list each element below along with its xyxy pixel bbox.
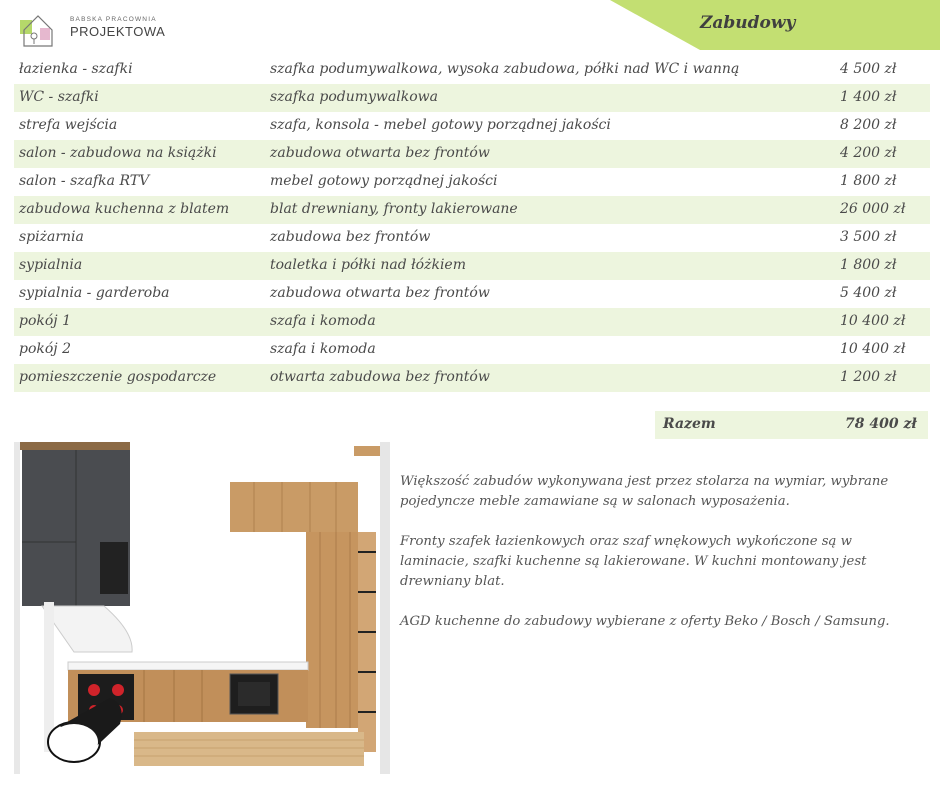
page-title: Zabudowy <box>700 13 796 33</box>
description-cell: szafka podumywalkowa, wysoka zabudowa, półki nad WC i wanną <box>270 61 740 77</box>
description-cell: szafa i komoda <box>270 313 376 329</box>
table-row <box>14 112 930 140</box>
table-row <box>14 56 930 84</box>
table-row <box>14 168 930 196</box>
room-cell: pomieszczenie gospodarcze <box>19 369 217 385</box>
room-cell: strefa wejścia <box>19 117 118 133</box>
description-cell: otwarta zabudowa bez frontów <box>270 369 490 385</box>
logo <box>18 10 168 50</box>
price-cell: 4 200 zł <box>840 145 897 161</box>
table-row <box>14 140 930 168</box>
table-row <box>14 196 930 224</box>
price-cell: 4 500 zł <box>840 61 897 77</box>
description-cell: szafka podumywalkowa <box>270 89 438 105</box>
table-row <box>14 308 930 336</box>
room-cell: łazienka - szafki <box>19 61 133 77</box>
description-cell: szafa i komoda <box>270 341 376 357</box>
description-cell: zabudowa otwarta bez frontów <box>270 145 490 161</box>
notes-text <box>400 472 920 652</box>
note-paragraph: Większość zabudów wykonywana jest przez stolarza na wymiar, wybrane pojedyncze meble zamawiane są w salonach wyposażenia. <box>400 474 889 509</box>
description-cell: toaletka i półki nad łóżkiem <box>270 257 466 273</box>
room-cell: sypialnia - garderoba <box>19 285 170 301</box>
price-cell: 1 800 zł <box>840 257 897 273</box>
room-cell: WC - szafki <box>19 89 99 105</box>
room-cell: sypialnia <box>19 257 83 273</box>
logo-subtitle: BABSKA PRACOWNIA <box>70 16 157 23</box>
price-cell: 10 400 zł <box>840 313 906 329</box>
price-cell: 1 800 zł <box>840 173 897 189</box>
cost-table <box>14 56 930 392</box>
table-row <box>14 252 930 280</box>
total-value: 78 400 zł <box>845 416 917 432</box>
kitchen-render-image <box>14 442 390 774</box>
room-cell: zabudowa kuchenna z blatem <box>19 201 230 217</box>
note-paragraph: Fronty szafek łazienkowych oraz szaf wnękowych wykończone są w laminacie, szafki kuchenne są lakierowane. W kuchni montowany jest drewniany blat. <box>400 534 867 589</box>
price-cell: 5 400 zł <box>840 285 897 301</box>
price-cell: 10 400 zł <box>840 341 906 357</box>
room-cell: pokój 1 <box>19 313 72 329</box>
description-cell: blat drewniany, fronty lakierowane <box>270 201 518 217</box>
total-label: Razem <box>663 416 716 432</box>
price-cell: 3 500 zł <box>840 229 897 245</box>
logo-title: PROJEKTOWA <box>70 24 166 39</box>
room-cell: spiżarnia <box>19 229 84 245</box>
table-row <box>14 84 930 112</box>
total-row <box>655 411 928 439</box>
description-cell: szafa, konsola - mebel gotowy porządnej jakości <box>270 117 611 133</box>
description-cell: zabudowa bez frontów <box>270 229 431 245</box>
room-cell: pokój 2 <box>19 341 72 357</box>
room-cell: salon - zabudowa na książki <box>19 145 217 161</box>
house-logo-icon <box>18 10 66 50</box>
table-row <box>14 336 930 364</box>
price-cell: 1 200 zł <box>840 369 897 385</box>
table-row <box>14 280 930 308</box>
description-cell: mebel gotowy porządnej jakości <box>270 173 498 189</box>
room-cell: salon - szafka RTV <box>19 173 150 189</box>
description-cell: zabudowa otwarta bez frontów <box>270 285 490 301</box>
price-cell: 1 400 zł <box>840 89 897 105</box>
note-paragraph: AGD kuchenne do zabudowy wybierane z oferty Beko / Bosch / Samsung. <box>400 614 890 629</box>
price-cell: 8 200 zł <box>840 117 897 133</box>
table-row <box>14 364 930 392</box>
table-row <box>14 224 930 252</box>
price-cell: 26 000 zł <box>840 201 906 217</box>
